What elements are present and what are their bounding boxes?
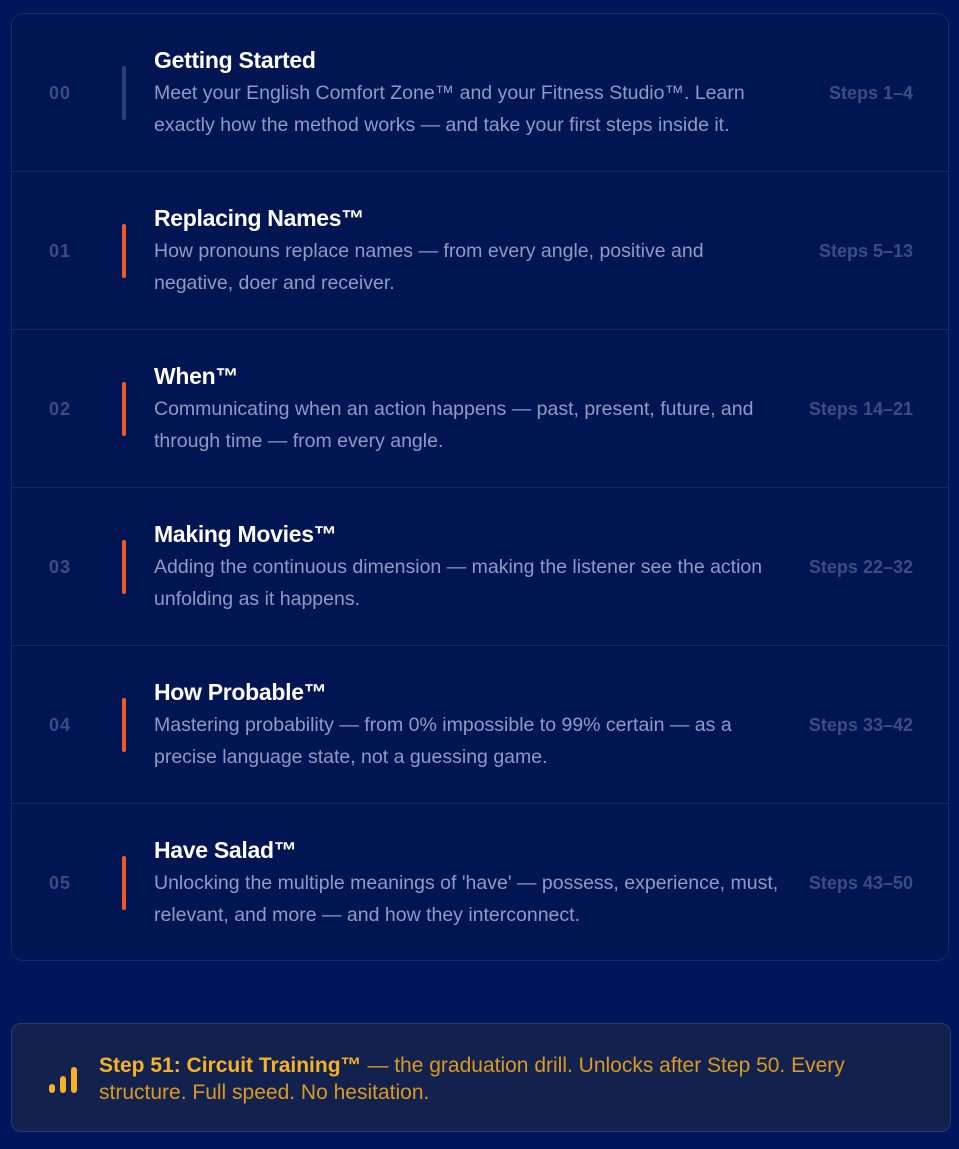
module-title: Getting Started [154, 47, 316, 73]
module-row-getting-started[interactable] [12, 14, 948, 172]
module-row-replacing-names[interactable] [12, 172, 948, 330]
module-text [154, 361, 786, 457]
module-title: Replacing Names™ [154, 205, 364, 231]
module-indicator-bar [122, 382, 126, 436]
module-text [154, 677, 786, 773]
module-description: Meet your English Comfort Zone™ and your Fitness Studio™. Learn exactly how the method works — and take your first steps inside it. [154, 82, 745, 136]
module-indicator-bar [122, 540, 126, 594]
module-steps: Steps 14–21 [808, 399, 913, 419]
module-number: 03 [49, 557, 72, 577]
module-description: Mastering probability — from 0% impossible to 99% certain — as a precise language state, not a guessing game. [154, 714, 732, 768]
module-indicator-bar [122, 224, 126, 278]
module-indicator-bar [122, 698, 126, 752]
module-description: Communicating when an action happens — past, present, future, and through time — from every angle. [154, 398, 754, 452]
module-text [154, 45, 786, 141]
module-description: Adding the continuous dimension — making the listener see the action unfolding as it happens. [154, 556, 763, 610]
module-number: 02 [49, 399, 72, 419]
module-number: 04 [49, 715, 72, 735]
module-title: Making Movies™ [154, 521, 337, 547]
module-steps: Steps 22–32 [808, 557, 913, 577]
module-row-making-movies[interactable] [12, 488, 948, 646]
module-description: How pronouns replace names — from every angle, positive and negative, doer and receiver. [154, 240, 704, 294]
module-indicator-bar [122, 66, 126, 120]
circuit-training-text [99, 1052, 919, 1106]
module-text [154, 203, 786, 299]
circuit-training-description: — the graduation drill. Unlocks after Step 50. Every structure. Full speed. No hesitation. [99, 1054, 845, 1104]
module-steps: Steps 1–4 [828, 83, 913, 103]
module-title: How Probable™ [154, 679, 327, 705]
module-row-have-salad[interactable] [12, 804, 948, 961]
module-number: 05 [49, 873, 72, 893]
module-steps: Steps 5–13 [818, 241, 913, 261]
module-text [154, 835, 786, 931]
module-number: 01 [49, 241, 72, 261]
circuit-training-title: Step 51: Circuit Training™ [99, 1054, 362, 1077]
module-row-when[interactable] [12, 330, 948, 488]
module-indicator-bar [122, 856, 126, 910]
module-title: Have Salad™ [154, 837, 297, 863]
signal-bars-icon [48, 1063, 80, 1095]
module-title: When™ [154, 363, 239, 389]
circuit-training-banner [11, 1023, 951, 1132]
module-description: Unlocking the multiple meanings of 'have' — possess, experience, must, relevant, and more — and how they interconnect. [154, 872, 779, 926]
module-row-how-probable[interactable] [12, 646, 948, 804]
module-steps: Steps 43–50 [808, 873, 913, 893]
module-steps: Steps 33–42 [808, 715, 913, 735]
module-number: 00 [49, 83, 72, 103]
module-list [11, 13, 949, 961]
module-text [154, 519, 786, 615]
